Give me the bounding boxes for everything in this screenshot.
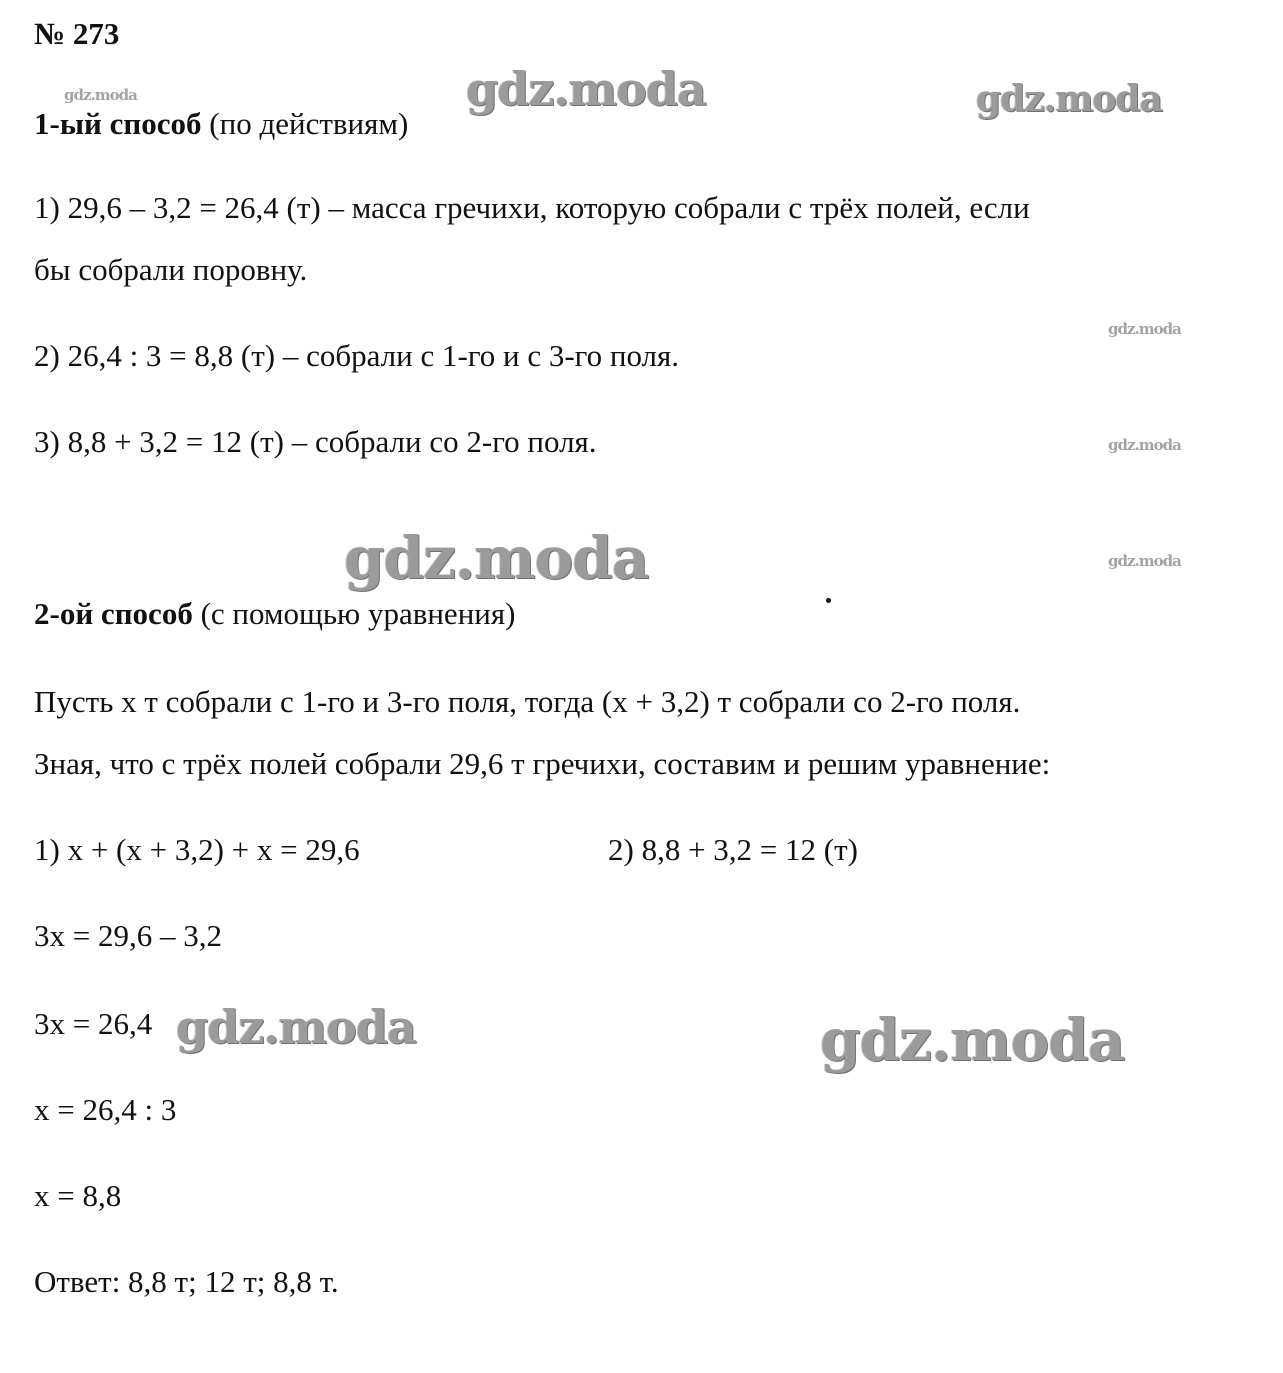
- answer: Ответ: 8,8 т; 12 т; 8,8 т.: [34, 1264, 339, 1299]
- watermark: gdz.moda: [976, 78, 1162, 120]
- method2-subtitle: (с помощью уравнения): [200, 596, 516, 631]
- solution-step: 3x = 29,6 – 3,2: [34, 918, 222, 953]
- method2-title: 2-ой способ: [34, 596, 193, 631]
- task-number: № 273: [34, 16, 120, 51]
- method1-step: бы собрали поровну.: [34, 252, 308, 287]
- method1-step: 1) 29,6 – 3,2 = 26,4 (т) – масса гречихи, которую собрали с трёх полей, если: [34, 190, 1030, 225]
- stray-dot: [826, 598, 831, 603]
- watermark: gdz.moda: [1108, 320, 1181, 338]
- method1-title: 1-ый способ: [34, 106, 202, 141]
- method2-heading: [34, 594, 515, 634]
- method1-heading: [34, 104, 408, 144]
- watermark: gdz.moda: [1108, 436, 1181, 454]
- equation: 1) x + (x + 3,2) + x = 29,6: [34, 832, 360, 867]
- solution-step: x = 26,4 : 3: [34, 1092, 177, 1127]
- equation-second: 2) 8,8 + 3,2 = 12 (т): [608, 832, 858, 867]
- watermark: gdz.moda: [344, 524, 649, 592]
- method1-step: 3) 8,8 + 3,2 = 12 (т) – собрали со 2-го поля.: [34, 424, 597, 459]
- watermark: gdz.moda: [820, 1006, 1125, 1074]
- watermark: gdz.moda: [466, 62, 706, 116]
- method2-intro: Пусть x т собрали с 1-го и 3-го поля, тогда (x + 3,2) т собрали со 2-го поля.: [34, 684, 1021, 719]
- method1-subtitle: (по действиям): [209, 106, 409, 141]
- watermark: gdz.moda: [64, 86, 137, 104]
- solution-step: x = 8,8: [34, 1178, 122, 1213]
- method2-intro: Зная, что с трёх полей собрали 29,6 т гречихи, составим и решим уравнение:: [34, 746, 1051, 781]
- watermark: gdz.moda: [176, 1000, 416, 1054]
- method1-step: 2) 26,4 : 3 = 8,8 (т) – собрали с 1-го и с 3-го поля.: [34, 338, 680, 373]
- solution-step: 3x = 26,4: [34, 1006, 153, 1041]
- watermark: gdz.moda: [1108, 552, 1181, 570]
